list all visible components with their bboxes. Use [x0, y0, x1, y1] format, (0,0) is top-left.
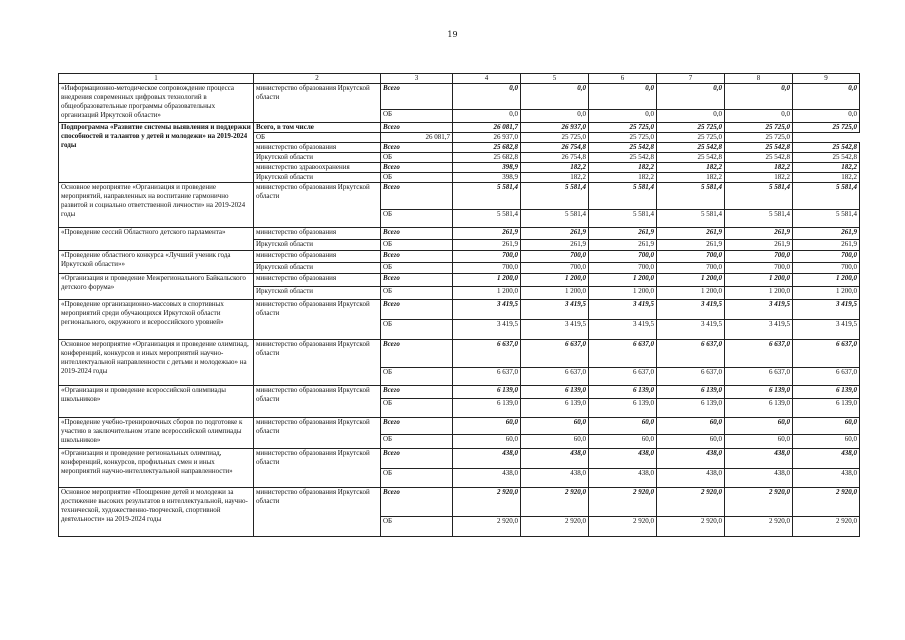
value-cell: 5 581,4: [453, 210, 521, 228]
value-cell: 261,9: [793, 228, 860, 240]
funding-source-cell: ОБ: [381, 517, 453, 537]
value-cell: 60,0: [793, 418, 860, 435]
value-cell: 0,0: [725, 84, 793, 110]
value-cell: 700,0: [589, 263, 657, 274]
value-cell: 700,0: [521, 263, 589, 274]
funding-source-cell: Всего: [381, 143, 453, 153]
value-cell: 60,0: [657, 418, 725, 435]
value-cell: 3 419,5: [793, 300, 860, 320]
value-cell: 6 139,0: [725, 399, 793, 418]
value-cell: 6 139,0: [453, 399, 521, 418]
value-cell: 0,0: [453, 84, 521, 110]
funding-source-cell: Всего: [381, 228, 453, 240]
value-cell: 60,0: [521, 418, 589, 435]
value-cell: 60,0: [589, 418, 657, 435]
value-cell: 25 542,8: [793, 143, 860, 153]
value-cell: 438,0: [589, 449, 657, 469]
header-cell: 1: [59, 74, 254, 84]
funding-source-cell: ОБ: [381, 469, 453, 488]
funding-source-cell: Всего: [381, 340, 453, 368]
value-cell: 261,9: [589, 240, 657, 251]
value-cell: 25 682,8: [453, 153, 521, 163]
value-cell: 5 581,4: [521, 210, 589, 228]
program-name-cell: Основное мероприятие «Поощрение детей и молодежи за достижение высоких результатов в интеллектуальной, научно-технической, художественно-творческой, спортивной деятельности» на 2019-2024 годы: [59, 488, 254, 537]
value-cell: 6 139,0: [725, 386, 793, 399]
value-cell: 2 920,0: [453, 517, 521, 537]
value-cell: 6 637,0: [725, 340, 793, 368]
value-cell: 1 200,0: [589, 287, 657, 300]
value-cell: 26 937,0: [521, 123, 589, 133]
value-cell: 5 581,4: [725, 210, 793, 228]
value-cell: 261,9: [725, 228, 793, 240]
value-cell: 398,9: [453, 163, 521, 173]
value-cell: 1 200,0: [793, 287, 860, 300]
value-cell: 182,2: [793, 163, 860, 173]
value-cell: 6 139,0: [657, 399, 725, 418]
value-cell: 5 581,4: [657, 210, 725, 228]
value-cell: 2 920,0: [725, 517, 793, 537]
header-cell: 9: [793, 74, 860, 84]
value-cell: 6 139,0: [589, 386, 657, 399]
table-row: [59, 449, 860, 469]
value-cell: 2 920,0: [793, 488, 860, 517]
value-cell: 6 139,0: [793, 386, 860, 399]
funding-source-cell: Всего: [381, 123, 453, 133]
executor-cell: министерство образования Иркутской области: [254, 183, 381, 228]
value-cell: 700,0: [793, 251, 860, 263]
program-name-cell: «Проведение учебно-тренировочных сборов по подготовке к участию в заключительном этапе всероссийской олимпиады школьников»: [59, 418, 254, 449]
table-row: [59, 123, 860, 133]
funding-source-cell: Всего: [381, 386, 453, 399]
value-cell: 25 725,0: [657, 123, 725, 133]
executor-cell: министерство образования: [254, 251, 381, 263]
program-name-cell: «Организация и проведение региональных олимпиад, конференций, конкурсов, профильных смен и иных мероприятий научно-интеллектуальной направленности»: [59, 449, 254, 488]
executor-cell: Иркутской области: [254, 263, 381, 274]
header-cell: 4: [453, 74, 521, 84]
value-cell: 5 581,4: [793, 210, 860, 228]
value-cell: 26 081,7: [381, 133, 453, 143]
value-cell: 438,0: [657, 449, 725, 469]
value-cell: 26 754,8: [521, 153, 589, 163]
value-cell: 6 637,0: [521, 368, 589, 386]
program-name-cell: «Проведение организационно-массовых в спортивных мероприятий среди обучающихся Иркутской области регионального, окружного и всероссийского уровней»: [59, 300, 254, 340]
value-cell: 700,0: [793, 263, 860, 274]
table-row: [59, 300, 860, 320]
value-cell: 25 542,8: [725, 143, 793, 153]
executor-cell: Иркутской области: [254, 287, 381, 300]
funding-source-cell: ОБ: [381, 173, 453, 183]
value-cell: 25 725,0: [725, 133, 793, 143]
program-name-cell: Подпрограмма «Развитие системы выявления и поддержки способностей и талантов у детей и молодежи» на 2019-2024 годы: [59, 123, 254, 183]
value-cell: 700,0: [453, 263, 521, 274]
value-cell: 700,0: [657, 251, 725, 263]
value-cell: 6 637,0: [725, 368, 793, 386]
executor-cell: министерство образования Иркутской области: [254, 418, 381, 449]
value-cell: 700,0: [521, 251, 589, 263]
value-cell: 182,2: [521, 163, 589, 173]
value-cell: 3 419,5: [453, 320, 521, 340]
value-cell: 182,2: [589, 173, 657, 183]
program-name-cell: «Организация и проведение Межрегионального Байкальского детского форума»: [59, 274, 254, 300]
funding-source-cell: Всего: [381, 84, 453, 110]
value-cell: 182,2: [725, 173, 793, 183]
value-cell: 26 937,0: [453, 133, 521, 143]
header-cell: 6: [589, 74, 657, 84]
value-cell: 261,9: [657, 228, 725, 240]
executor-cell: министерство образования: [254, 228, 381, 240]
value-cell: 25 682,8: [453, 143, 521, 153]
executor-cell: Всего, в том числе: [254, 123, 381, 133]
value-cell: 261,9: [521, 228, 589, 240]
value-cell: 6 637,0: [521, 340, 589, 368]
value-cell: 3 419,5: [657, 320, 725, 340]
value-cell: 182,2: [657, 163, 725, 173]
value-cell: 2 920,0: [793, 517, 860, 537]
value-cell: 700,0: [453, 251, 521, 263]
value-cell: 2 920,0: [657, 517, 725, 537]
funding-source-cell: ОБ: [381, 210, 453, 228]
executor-cell: Иркутской области: [254, 153, 381, 163]
executor-cell: Иркутской области: [254, 173, 381, 183]
value-cell: 2 920,0: [521, 517, 589, 537]
value-cell: 438,0: [793, 469, 860, 488]
value-cell: 25 542,8: [657, 143, 725, 153]
value-cell: 3 419,5: [589, 300, 657, 320]
table-row: [59, 274, 860, 287]
value-cell: 25 725,0: [589, 133, 657, 143]
executor-cell: министерство образования Иркутской области: [254, 449, 381, 488]
table-row: [59, 251, 860, 263]
value-cell: 5 581,4: [793, 183, 860, 210]
value-cell: 3 419,5: [793, 320, 860, 340]
value-cell: 6 139,0: [793, 399, 860, 418]
value-cell: 438,0: [453, 449, 521, 469]
value-cell: 0,0: [725, 110, 793, 123]
value-cell: 25 725,0: [589, 123, 657, 133]
table-row: [59, 84, 860, 110]
value-cell: 0,0: [521, 110, 589, 123]
value-cell: 438,0: [793, 449, 860, 469]
value-cell: 60,0: [725, 418, 793, 435]
value-cell: 60,0: [521, 435, 589, 449]
value-cell: 25 542,8: [657, 153, 725, 163]
value-cell: 700,0: [657, 263, 725, 274]
value-cell: 438,0: [521, 449, 589, 469]
value-cell: 6 139,0: [521, 399, 589, 418]
value-cell: 182,2: [589, 163, 657, 173]
value-cell: 0,0: [589, 84, 657, 110]
value-cell: 700,0: [725, 251, 793, 263]
value-cell: 60,0: [453, 435, 521, 449]
value-cell: 398,9: [453, 173, 521, 183]
value-cell: 0,0: [589, 110, 657, 123]
table-row: [59, 418, 860, 435]
funding-source-cell: ОБ: [381, 240, 453, 251]
funding-source-cell: ОБ: [381, 110, 453, 123]
value-cell: 6 139,0: [453, 386, 521, 399]
executor-cell: Иркутской области: [254, 240, 381, 251]
value-cell: 0,0: [793, 84, 860, 110]
value-cell: 1 200,0: [725, 274, 793, 287]
table-row: [59, 228, 860, 240]
value-cell: 438,0: [521, 469, 589, 488]
value-cell: 438,0: [725, 469, 793, 488]
value-cell: 438,0: [589, 469, 657, 488]
executor-cell: министерство образования Иркутской области: [254, 340, 381, 386]
header-row: [59, 74, 860, 84]
funding-source-cell: Всего: [381, 449, 453, 469]
funding-source-cell: ОБ: [381, 435, 453, 449]
funding-source-cell: ОБ: [381, 153, 453, 163]
value-cell: 261,9: [453, 228, 521, 240]
value-cell: 6 139,0: [657, 386, 725, 399]
value-cell: 1 200,0: [453, 287, 521, 300]
value-cell: 2 920,0: [589, 517, 657, 537]
page-number: 19: [447, 30, 458, 39]
value-cell: 6 637,0: [453, 340, 521, 368]
value-cell: 60,0: [657, 435, 725, 449]
value-cell: 5 581,4: [589, 183, 657, 210]
table-row: [59, 183, 860, 210]
value-cell: 261,9: [521, 240, 589, 251]
value-cell: 261,9: [657, 240, 725, 251]
value-cell: 5 581,4: [725, 183, 793, 210]
value-cell: 261,9: [793, 240, 860, 251]
value-cell: 700,0: [589, 251, 657, 263]
table-row: [59, 488, 860, 517]
value-cell: 0,0: [657, 110, 725, 123]
program-name-cell: «Информационно-методическое сопровождение процесса внедрения современных цифровых технологий в общеобразовательные программы образовательных организаций Иркутской области»: [59, 84, 254, 123]
value-cell: 25 542,8: [725, 153, 793, 163]
executor-cell: министерство образования: [254, 143, 381, 153]
value-cell: 182,2: [793, 173, 860, 183]
value-cell: 3 419,5: [521, 300, 589, 320]
value-cell: 2 920,0: [725, 488, 793, 517]
value-cell: 25 725,0: [725, 123, 793, 133]
program-name-cell: Основное мероприятие «Организация и проведение мероприятий, направленных на воспитание гармонично развитой и социально ответственной личности» на 2019-2024 годы: [59, 183, 254, 228]
value-cell: 60,0: [453, 418, 521, 435]
value-cell: 6 637,0: [589, 368, 657, 386]
executor-cell: министерство здравоохранения: [254, 163, 381, 173]
table-row: [59, 386, 860, 399]
value-cell: 1 200,0: [589, 274, 657, 287]
funding-source-cell: ОБ: [381, 287, 453, 300]
value-cell: 1 200,0: [521, 287, 589, 300]
executor-cell: министерство образования Иркутской области: [254, 300, 381, 340]
funding-source-cell: ОБ: [381, 368, 453, 386]
value-cell: 5 581,4: [521, 183, 589, 210]
value-cell: 3 419,5: [521, 320, 589, 340]
value-cell: 6 637,0: [453, 368, 521, 386]
value-cell: 6 637,0: [793, 340, 860, 368]
value-cell: 5 581,4: [657, 183, 725, 210]
header-cell: 3: [381, 74, 453, 84]
value-cell: 6 139,0: [521, 386, 589, 399]
funding-source-cell: ОБ: [254, 133, 381, 143]
value-cell: 1 200,0: [725, 287, 793, 300]
value-cell: 0,0: [453, 110, 521, 123]
value-cell: 2 920,0: [453, 488, 521, 517]
value-cell: 5 581,4: [589, 210, 657, 228]
funding-source-cell: Всего: [381, 183, 453, 210]
table-row: [59, 340, 860, 368]
funding-source-cell: ОБ: [381, 399, 453, 418]
value-cell: 438,0: [725, 449, 793, 469]
funding-source-cell: Всего: [381, 488, 453, 517]
value-cell: 700,0: [725, 263, 793, 274]
executor-cell: министерство образования Иркутской области: [254, 84, 381, 123]
value-cell: 25 725,0: [793, 123, 860, 133]
value-cell: 1 200,0: [453, 274, 521, 287]
program-name-cell: «Проведение областного конкурса «Лучший ученик года Иркутской области»»: [59, 251, 254, 274]
value-cell: 3 419,5: [725, 300, 793, 320]
value-cell: 25 725,0: [657, 133, 725, 143]
value-cell: 0,0: [793, 110, 860, 123]
value-cell: 6 637,0: [657, 368, 725, 386]
funding-source-cell: ОБ: [381, 263, 453, 274]
value-cell: 6 637,0: [589, 340, 657, 368]
value-cell: 26 081,7: [453, 123, 521, 133]
value-cell: 60,0: [589, 435, 657, 449]
budget-table: [58, 73, 860, 537]
funding-source-cell: Всего: [381, 251, 453, 263]
program-name-cell: «Проведение сессий Областного детского парламента»: [59, 228, 254, 251]
funding-source-cell: Всего: [381, 274, 453, 287]
value-cell: 25 542,8: [589, 153, 657, 163]
value-cell: 3 419,5: [725, 320, 793, 340]
executor-cell: министерство образования: [254, 274, 381, 287]
funding-source-cell: ОБ: [381, 320, 453, 340]
value-cell: 261,9: [589, 228, 657, 240]
program-name-cell: «Организация и проведение всероссийской олимпиады школьников»: [59, 386, 254, 418]
header-cell: 2: [254, 74, 381, 84]
value-cell: 182,2: [521, 173, 589, 183]
value-cell: 6 139,0: [589, 399, 657, 418]
value-cell: 1 200,0: [657, 274, 725, 287]
executor-cell: министерство образования Иркутской области: [254, 488, 381, 537]
value-cell: 3 419,5: [589, 320, 657, 340]
value-cell: 261,9: [725, 240, 793, 251]
value-cell: 2 920,0: [589, 488, 657, 517]
value-cell: 3 419,5: [453, 300, 521, 320]
value-cell: 2 920,0: [521, 488, 589, 517]
program-name-cell: Основное мероприятие «Организация и проведение олимпиад, конференций, конкурсов и иных мероприятий научно-интеллектуальной направленности с детьми и молодежью» на 2019-2024 годы: [59, 340, 254, 386]
value-cell: 261,9: [453, 240, 521, 251]
value-cell: 2 920,0: [657, 488, 725, 517]
value-cell: 25 542,8: [793, 153, 860, 163]
value-cell: 1 200,0: [521, 274, 589, 287]
value-cell: 5 581,4: [453, 183, 521, 210]
value-cell: 60,0: [793, 435, 860, 449]
funding-source-cell: Всего: [381, 163, 453, 173]
value-cell: 6 637,0: [657, 340, 725, 368]
funding-source-cell: Всего: [381, 418, 453, 435]
header-cell: 5: [521, 74, 589, 84]
value-cell: 0,0: [657, 84, 725, 110]
header-cell: 8: [725, 74, 793, 84]
header-cell: 7: [657, 74, 725, 84]
value-cell: 1 200,0: [657, 287, 725, 300]
value-cell: 182,2: [657, 173, 725, 183]
value-cell: 1 200,0: [793, 274, 860, 287]
value-cell: 6 637,0: [793, 368, 860, 386]
value-cell: 3 419,5: [657, 300, 725, 320]
value-cell: 0,0: [521, 84, 589, 110]
value-cell: 25 725,0: [521, 133, 589, 143]
value-cell: 25 542,8: [589, 143, 657, 153]
value-cell: 60,0: [725, 435, 793, 449]
value-cell: 182,2: [725, 163, 793, 173]
executor-cell: министерство образования Иркутской области: [254, 386, 381, 418]
value-cell: 438,0: [453, 469, 521, 488]
funding-source-cell: Всего: [381, 300, 453, 320]
value-cell: 26 754,8: [521, 143, 589, 153]
value-cell: 438,0: [657, 469, 725, 488]
